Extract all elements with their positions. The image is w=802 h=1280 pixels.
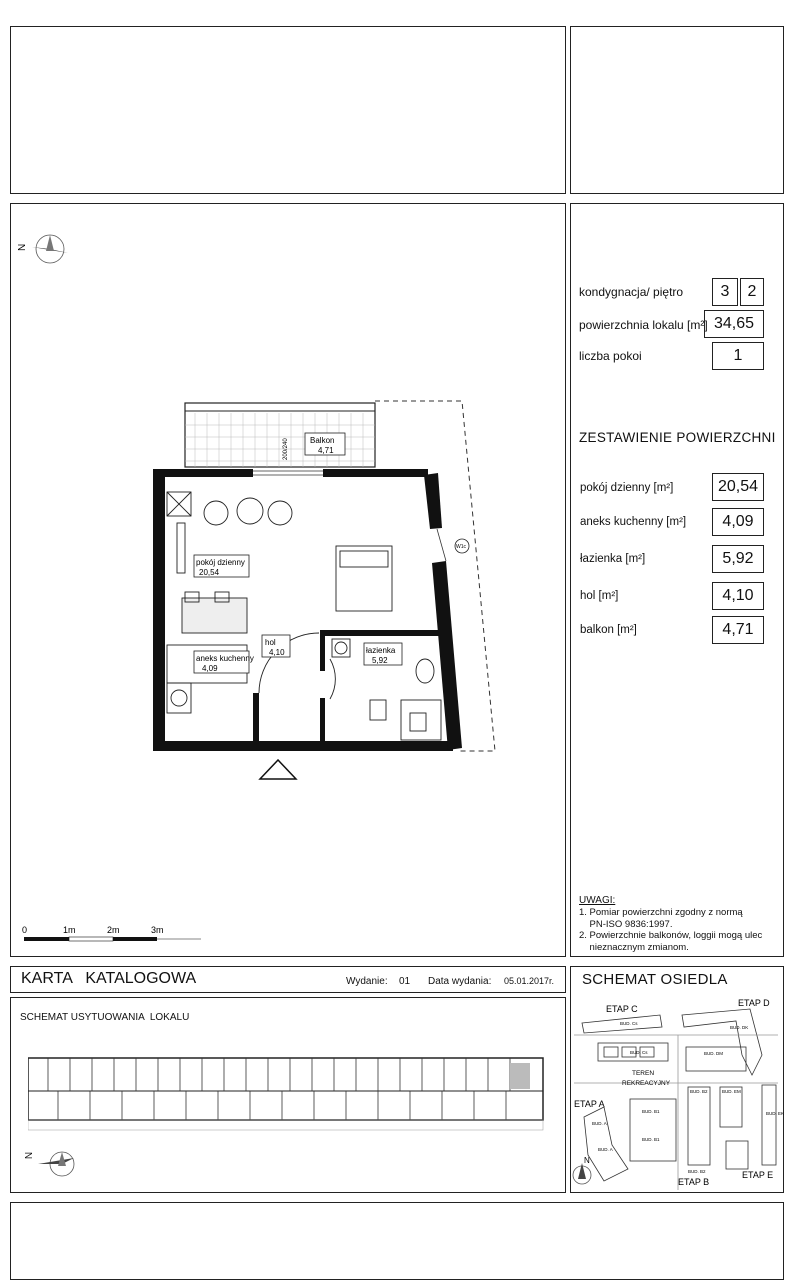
note-line: nieznacznym zmianom. (579, 942, 689, 953)
north-label: N (17, 243, 28, 251)
building-label: BUD. B2 (690, 1089, 708, 1094)
scale-label: 0 (22, 925, 28, 935)
building-label: BUD. Cs (630, 1050, 648, 1055)
building-label: BUD. EM (722, 1089, 741, 1094)
date-value: 05.01.2017r. (504, 976, 555, 986)
edition-label: Wydanie: (346, 976, 388, 987)
floor-label: kondygnacja/ piętro (579, 285, 684, 299)
estate-title: SCHEMAT OSIEDLA (582, 971, 728, 988)
room-area-hall: 4,10 (269, 648, 285, 657)
scale-label: 3m (151, 925, 164, 935)
edition-value: 01 (399, 976, 411, 987)
summary-row-label: aneks kuchenny [m²] (580, 516, 687, 528)
location-north-label: N (24, 1151, 36, 1160)
building-label: BUD. Cs (620, 1021, 638, 1026)
summary-row-value: 5,92 (712, 545, 764, 573)
north-arrow-icon (32, 235, 68, 263)
scale-label: 1m (63, 925, 76, 935)
catalog-title: KARTA KATALOGOWA (21, 970, 197, 987)
furniture (167, 492, 441, 740)
estate-map (570, 995, 784, 1193)
note-line: PN-ISO 9836:1997. (579, 919, 673, 930)
room-label-hall: hol (265, 638, 276, 647)
summary-row-value: 4,10 (712, 582, 764, 610)
stage-label: ETAP E (742, 1170, 774, 1180)
room-label-kitchen: aneks kuchenny (196, 654, 254, 663)
building-label: BUD. DM (704, 1051, 723, 1056)
building-schematic (28, 1055, 548, 1135)
building-label: BUD. B2 (688, 1169, 706, 1174)
scale-bar (24, 937, 201, 941)
summary-row-label: łazienka [m²] (580, 553, 646, 565)
balcony (185, 403, 375, 467)
stage-label: ETAP A (574, 1099, 605, 1109)
location-title: SCHEMAT USYTUOWANIA LOKALU (20, 1012, 190, 1023)
room-area-bathroom: 5,92 (372, 656, 388, 665)
date-label: Data wydania: (428, 976, 492, 987)
floor-value-1: 3 (712, 278, 738, 306)
summary-row-label: pokój dzienny [m²] (580, 482, 674, 494)
stage-label: ETAP C (606, 1004, 638, 1014)
estate-north-icon (573, 1163, 591, 1184)
bottom-frame (10, 1202, 784, 1280)
room-area-living: 20,54 (199, 568, 220, 577)
building-label: BUD. B1 (642, 1137, 660, 1142)
entrance-arrow-icon (260, 760, 296, 779)
room-area-kitchen: 4,09 (202, 664, 218, 673)
note-line: 2. Powierzchnie balkonów, loggii mogą ulec (579, 930, 763, 941)
recreation-label: REKREACYJNY (622, 1080, 671, 1087)
rooms-value: 1 (712, 342, 764, 370)
summary-row-value: 4,71 (712, 616, 764, 644)
stage-label: ETAP B (678, 1177, 710, 1187)
header-right-frame (570, 26, 784, 194)
building-label: BUD. A (592, 1121, 607, 1126)
floor-value-2: 2 (740, 278, 764, 306)
area-label: powierzchnia lokalu [m²] (579, 318, 708, 332)
summary-row-value: 20,54 (712, 473, 764, 501)
room-label-bathroom: łazienka (366, 646, 396, 655)
header-left-frame (10, 26, 566, 194)
building-label: BUD. B1 (642, 1109, 660, 1114)
note-line: 1. Pomiar powierzchni zgodny z normą (579, 907, 743, 918)
rooms-label: liczba pokoi (579, 349, 642, 363)
summary-title: ZESTAWIENIE POWIERZCHNI (579, 430, 776, 445)
highlighted-unit (510, 1063, 530, 1089)
summary-row-label: hol [m²] (580, 590, 619, 602)
estate-north-label: N (584, 1156, 590, 1165)
notes-title: UWAGI: (579, 895, 616, 906)
summary-row-label: balkon [m²] (580, 624, 637, 636)
stage-label: ETAP D (738, 998, 770, 1008)
building-label: BUD. EK (766, 1111, 784, 1116)
recreation-label: TEREN (632, 1070, 655, 1077)
building-label: BUD. A (598, 1147, 613, 1152)
room-label-living: pokój dzienny (196, 558, 245, 567)
floor-plan (10, 203, 566, 957)
scale-label: 2m (107, 925, 120, 935)
summary-row-value: 4,09 (712, 508, 764, 536)
room-label-balcony: Balkon (310, 436, 335, 445)
door-dimension: 200/240 (283, 438, 289, 460)
room-area-balcony: 4,71 (318, 446, 334, 455)
area-value: 34,65 (704, 310, 764, 338)
window-tag: W1c (456, 544, 466, 550)
building-label: BUD. DK (730, 1025, 749, 1030)
